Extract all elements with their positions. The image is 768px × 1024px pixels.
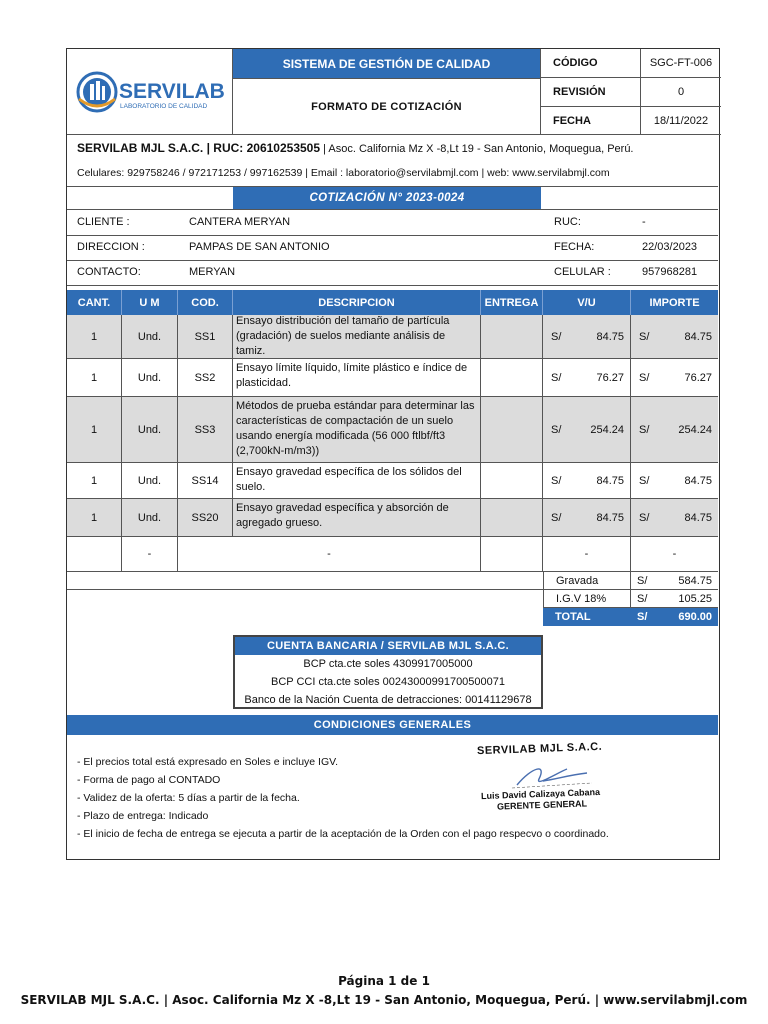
list-item: - Plazo de entrega: Indicado [77,810,209,822]
igv-amount [631,590,718,608]
ruc-value: - [642,216,646,228]
currency-symbol: S/ [637,574,648,587]
list-item: - El precios total está expresado en Soles e incluye IGV. [77,756,339,768]
col-header-entrega: ENTREGA [481,290,543,315]
quotation-document [66,48,720,860]
gravada-amount [631,572,718,590]
revision-label: REVISIÓN [541,78,641,107]
vu-value: 84.75 [596,511,624,524]
cell-vu [543,499,631,537]
contacto-label: CONTACTO: [77,266,141,278]
cell-entrega [481,537,543,572]
importe-value: 84.75 [684,511,712,524]
cell-um: Und. [122,315,178,359]
contact-row [67,260,718,285]
system-title: SISTEMA DE GESTIÓN DE CALIDAD [233,49,541,79]
igv-value: 105.25 [678,592,712,605]
cell-um: Und. [122,499,178,537]
currency-symbol: S/ [639,474,650,487]
cell-desc: Ensayo distribución del tamaño de partícula (gradación) de suelos mediante análisis de tamiz. [233,315,481,359]
fecha-doc-value: 18/11/2022 [641,107,721,135]
cell-cant: 1 [67,397,122,463]
celular-label: CELULAR : [554,266,611,278]
gravada-label: Gravada [543,572,631,590]
cliente-value: CANTERA MERYAN [189,216,291,228]
cell-entrega [481,499,543,537]
cell-desc: Métodos de prueba estándar para determinar las características de compactación de un suelo usando energía modificada (56 000 ftlbf/ft3 (2,700kN-m/m3)) [233,397,481,463]
form-title: FORMATO DE COTIZACIÓN [233,79,541,135]
currency-symbol: S/ [637,611,648,623]
total-label: TOTAL [543,608,631,626]
cell-importe [631,359,718,397]
list-item: - Forma de pago al CONTADO [77,774,221,786]
cell-cant: 1 [67,315,122,359]
list-item: - El inicio de fecha de entrega se ejecuta a partir de la aceptación de la Orden con el pago respecvo o coordinado. [77,828,609,840]
cell-entrega [481,463,543,499]
cell-importe [631,397,718,463]
importe-value: 254.24 [678,423,712,436]
logo-subtext: LABORATORIO DE CALIDAD [119,102,207,110]
footer-address: SERVILAB MJL S.A.C. | Asoc. California Mz X -8,Lt 19 - San Antonio, Moquegua, Perú. | www.servilabmjl.com [20,993,748,1007]
currency-symbol: S/ [639,371,650,384]
col-header-vu: V/U [543,290,631,315]
currency-symbol: S/ [639,423,650,436]
total-value: 690.00 [678,611,712,623]
direccion-label: DIRECCION : [77,241,145,253]
bank-account-box [233,635,543,709]
cell-desc: Ensayo gravedad específica y absorción de agregado grueso. [233,499,481,537]
company-info [77,141,634,155]
col-header-importe: IMPORTE [631,290,718,315]
vu-value: 84.75 [596,474,624,487]
currency-symbol: S/ [551,330,562,343]
cell-vu: - [543,537,631,572]
celular-value: 957968281 [642,266,698,278]
total-amount [631,608,718,626]
direccion-value: PAMPAS DE SAN ANTONIO [189,241,330,253]
address-row [67,235,718,260]
vu-value: 84.75 [596,330,624,343]
cell-cod: SS3 [178,397,233,463]
gravada-value: 584.75 [678,574,712,587]
table-row [67,315,718,359]
cell-vu [543,397,631,463]
importe-value: 84.75 [684,330,712,343]
cell-importe [631,315,718,359]
cell-cod: SS1 [178,315,233,359]
cell-entrega [481,315,543,359]
company-address: | Asoc. California Mz X -8,Lt 19 - San Antonio, Moquegua, Perú. [320,143,634,155]
quote-number: COTIZACIÓN N° 2023-0024 [233,187,541,209]
fecha-value: 22/03/2023 [642,241,698,253]
signature-role: GERENTE GENERAL [496,798,588,812]
currency-symbol: S/ [639,511,650,524]
cell-importe [631,463,718,499]
cell-cant [67,537,122,572]
conditions-title: CONDICIONES GENERALES [67,715,718,735]
cell-cod: SS2 [178,359,233,397]
client-row [67,210,718,235]
vu-value: 76.27 [596,371,624,384]
cell-desc: Ensayo límite líquido, límite plástico e índice de plasticidad. [233,359,481,397]
servilab-logo-icon [75,69,225,115]
currency-symbol: S/ [551,474,562,487]
cell-um: Und. [122,397,178,463]
vu-value: 254.24 [590,423,624,436]
table-row [67,463,718,499]
cell-vu [543,359,631,397]
signature-stamp [476,739,627,812]
bank-line: Banco de la Nación Cuenta de detracciones: 00141129678 [244,694,532,706]
codigo-value: SGC-FT-006 [641,49,721,78]
cell-entrega [481,359,543,397]
fecha-doc-label: FECHA [541,107,641,135]
revision-value: 0 [641,78,721,107]
signature-company: SERVILAB MJL S.A.C. [476,740,603,758]
col-header-um: U M [122,290,178,315]
contacto-value: MERYAN [189,266,236,278]
currency-symbol: S/ [551,423,562,436]
cell-importe [631,499,718,537]
cell-um: Und. [122,359,178,397]
cell-cant: 1 [67,359,122,397]
col-header-cant: CANT. [67,290,122,315]
signature-name: Luis David Calizaya Cabana [480,786,601,802]
bank-line: BCP CCI cta.cte soles 00243000991700500071 [270,676,506,688]
cell-entrega [481,397,543,463]
igv-label: I.G.V 18% [543,590,631,608]
col-header-cod: COD. [178,290,233,315]
cell-importe: - [631,537,718,572]
cell-vu [543,315,631,359]
table-row [67,397,718,463]
company-contacts: Celulares: 929758246 / 972171253 / 997162539 | Email : laboratorio@servilabmjl.com | web: www.servilabmjl.com [77,167,610,179]
currency-symbol: S/ [551,371,562,384]
company-name-ruc: SERVILAB MJL S.A.C. | RUC: 20610253505 [77,141,321,155]
ruc-label: RUC: [554,216,581,228]
table-row-empty [67,537,718,572]
logo-text: SERVILAB [118,79,225,103]
cell-cant: 1 [67,499,122,537]
cliente-label: CLIENTE : [77,216,130,228]
codigo-label: CÓDIGO [541,49,641,78]
cell-um: - [122,537,178,572]
cell-cant: 1 [67,463,122,499]
cell-cod: SS14 [178,463,233,499]
table-row [67,359,718,397]
fecha-label: FECHA: [554,241,595,253]
cell-um: Und. [122,463,178,499]
importe-value: 76.27 [684,371,712,384]
divider [67,285,718,286]
currency-symbol: S/ [551,511,562,524]
list-item: - Validez de la oferta: 5 días a partir de la fecha. [77,792,300,804]
currency-symbol: S/ [639,330,650,343]
page-number: Página 1 de 1 [338,974,430,988]
cell-desc: - [178,537,481,572]
currency-symbol: S/ [637,592,648,605]
company-logo [67,49,233,135]
col-header-descripcion: DESCRIPCION [233,290,481,315]
bank-title: CUENTA BANCARIA / SERVILAB MJL S.A.C. [235,637,541,655]
cell-vu [543,463,631,499]
importe-value: 84.75 [684,474,712,487]
bank-line: BCP cta.cte soles 4309917005000 [303,658,473,670]
table-row [67,499,718,537]
cell-cod: SS20 [178,499,233,537]
cell-desc: Ensayo gravedad específica de los sólidos del suelo. [233,463,481,499]
